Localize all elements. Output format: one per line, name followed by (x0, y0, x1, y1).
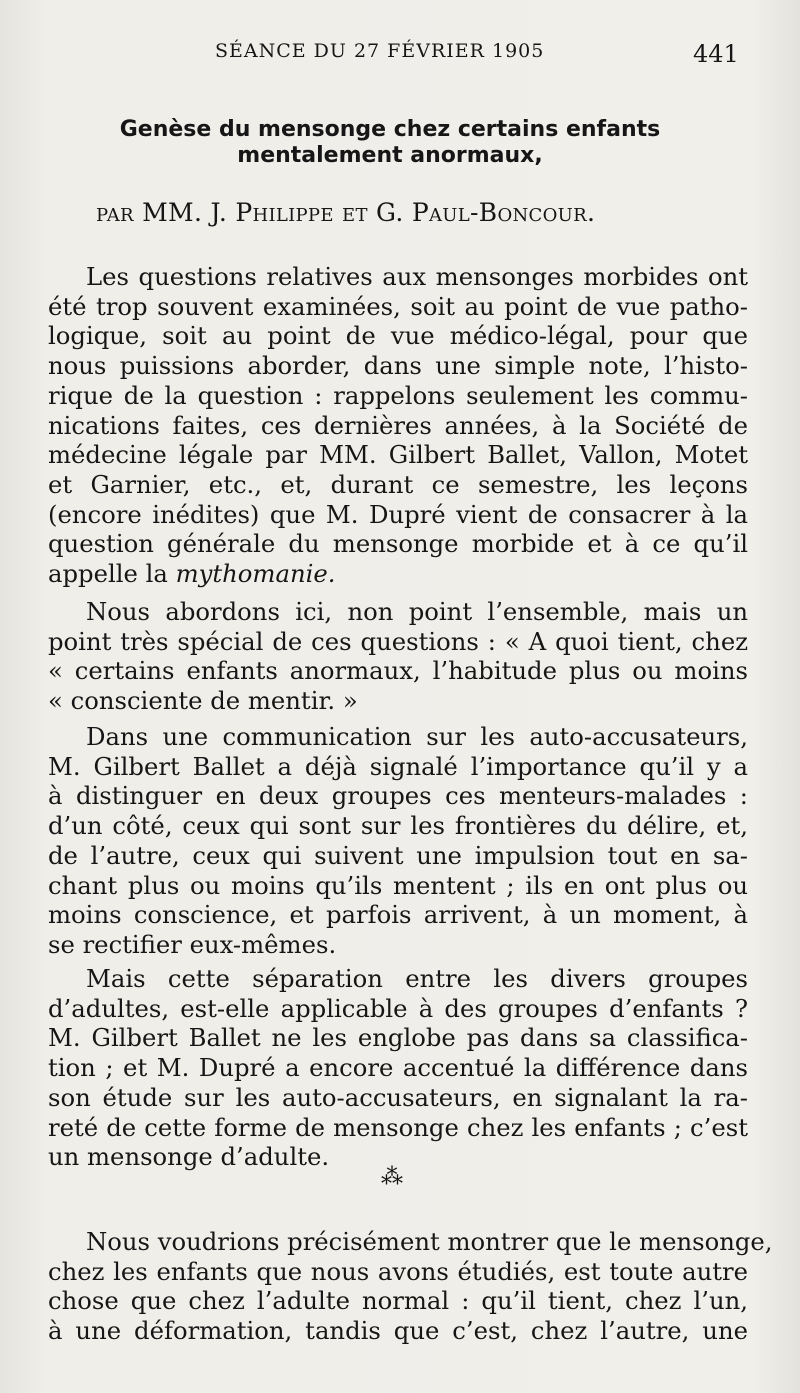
page-number: 441 (693, 40, 739, 68)
text-line: été trop souvent examinées, soit au point de vue patho- (48, 291, 748, 321)
text-line: chant plus ou moins qu’ils mentent ; ils en ont plus ou (48, 870, 748, 900)
text-line: tion ; et M. Dupré a encore accentué la différence dans (48, 1053, 748, 1083)
text-line: un mensonge d’adulte. (48, 1142, 330, 1172)
asterism: ⁂ (381, 1165, 403, 1190)
text-line: M. Gilbert Ballet a déjà signalé l’importance qu’il y a (48, 751, 748, 781)
text-line: (encore inédites) que M. Dupré vient de consacrer à la (48, 499, 748, 529)
text-line: se rectifier eux-mêmes. (48, 929, 337, 959)
text-line: chez les enfants que nous avons étudiés, est toute autre (48, 1256, 748, 1286)
text-line: M. Gilbert Ballet ne les englobe pas dans sa classifica- (48, 1023, 748, 1053)
text-line (48, 559, 748, 589)
text-line: Les questions relatives aux mensonges morbides ont (86, 262, 748, 291)
text-line: point très spécial de ces questions : « A quoi tient, chez (48, 626, 748, 656)
text-line: chose que chez l’adulte normal : qu’il tient, chez l’un, (48, 1286, 748, 1316)
text-line: Mais cette séparation entre les divers groupes (86, 964, 748, 993)
text-line: Nous abordons ici, non point l’ensemble, mais un (86, 597, 748, 626)
text-line: « consciente de mentir. » (48, 686, 358, 716)
paragraph-4 (48, 964, 748, 1172)
paragraph-1 (48, 262, 748, 589)
text-line: reté de cette forme de mensonge chez les enfants ; c’est (48, 1112, 748, 1142)
byline: par MM. J. Philippe et G. Paul-Boncour. (96, 198, 596, 227)
paragraph-3 (48, 722, 748, 960)
text-line: question générale du mensonge morbide et à ce qu’il (48, 529, 748, 559)
text-line: son étude sur les auto-accusateurs, en signalant la ra- (48, 1082, 748, 1112)
text-line: de l’autre, ceux qui suivent une impulsion tout en sa- (48, 840, 748, 870)
text-line: moins conscience, et parfois arrivent, à un moment, à (48, 900, 748, 930)
text-line: à une déformation, tandis que c’est, chez l’autre, une (48, 1316, 748, 1346)
text-fragment: appelle la (48, 559, 176, 589)
text-line: Nous voudrions précisément montrer que le mensonge, (86, 1227, 773, 1256)
text-line: d’un côté, ceux qui sont sur les frontières du délire, et, (48, 811, 748, 841)
text-line: à distinguer en deux groupes ces menteurs-malades : (48, 781, 748, 811)
article-title (110, 117, 670, 169)
italic-term: mythomanie. (175, 559, 336, 589)
text-line: logique, soit au point de vue médico-légal, pour que (48, 321, 748, 351)
text-line: d’adultes, est-elle applicable à des groupes d’enfants ? (48, 993, 748, 1023)
paragraph-5 (48, 1227, 773, 1346)
text-line: médecine légale par MM. Gilbert Ballet, Vallon, Motet (48, 440, 748, 470)
running-head-title: SÉANCE DU 27 FÉVRIER 1905 (215, 40, 545, 62)
text-line: nications faites, ces dernières années, à la Société de (48, 410, 748, 440)
text-line: rique de la question : rappelons seulement les commu- (48, 380, 748, 410)
running-head (0, 36, 800, 72)
text-line: et Garnier, etc., et, durant ce semestre, les leçons (48, 469, 748, 499)
text-line: Dans une communication sur les auto-accusateurs, (86, 722, 748, 751)
article-title-line-1: Genèse du mensonge chez certains enfants (119, 117, 661, 142)
paragraph-2 (48, 597, 748, 716)
article-title-line-2: mentalement anormaux, (237, 143, 543, 168)
text-line: nous puissions aborder, dans une simple note, l’histo- (48, 351, 748, 381)
text-line: « certains enfants anormaux, l’habitude plus ou moins (48, 656, 748, 686)
